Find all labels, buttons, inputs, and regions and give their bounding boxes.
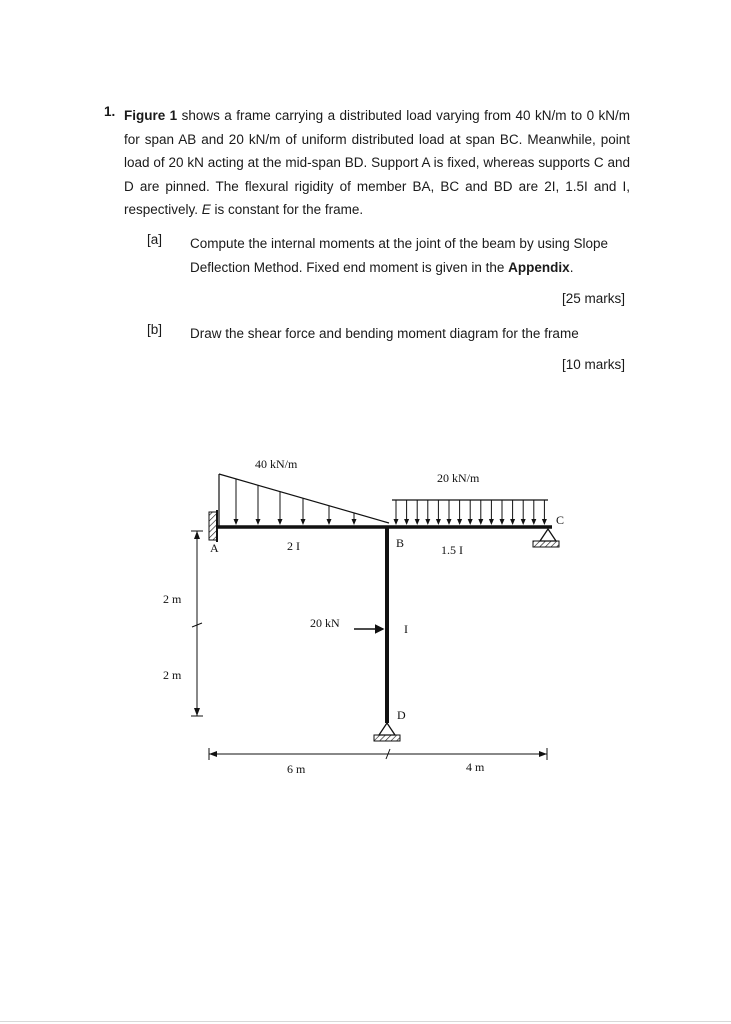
uniform-load-arrow-head (521, 519, 526, 525)
fixed-support-a (209, 510, 217, 542)
dim-ab-label: 6 m (287, 762, 306, 776)
joint-a-label: A (210, 541, 219, 555)
uniform-load-arrow-head (489, 519, 494, 525)
uniform-load-arrow-head (415, 519, 420, 525)
part-a-label: [a] (147, 232, 163, 247)
ei-bd-label: I (404, 622, 408, 636)
dim-bc-label: 4 m (466, 760, 485, 774)
horizontal-dimension (209, 748, 547, 760)
pinned-support-d (374, 723, 400, 741)
triangular-load-arrow-head (234, 519, 239, 525)
load-ab-label: 40 kN/m (255, 457, 298, 471)
uniform-load-arrow-head (425, 519, 430, 525)
page-edge-line (0, 1021, 731, 1022)
part-b-marks: [10 marks] (561, 357, 625, 372)
uniform-load-arrow-head (531, 519, 536, 525)
load-bc-label: 20 kN/m (437, 471, 480, 485)
uniform-load-arrow-head (457, 519, 462, 525)
uniform-load-arrow-head (468, 519, 473, 525)
uniform-load-arrow-head (478, 519, 483, 525)
ei-ab-label: 2 I (287, 539, 300, 553)
triangular-load-arrow-head (301, 519, 306, 525)
triangular-load-arrow-head (256, 519, 261, 525)
question-number: 1. (104, 104, 116, 119)
dim-upper-label: 2 m (163, 592, 182, 606)
uniform-load (392, 500, 548, 525)
part-b-label: [b] (147, 322, 163, 337)
uniform-load-arrow-head (447, 519, 452, 525)
uniform-load-arrow-head (436, 519, 441, 525)
part-b-text: Draw the shear force and bending moment diagram for the frame (190, 326, 579, 341)
figure-reference: Figure 1 (124, 108, 178, 123)
point-load-label: 20 kN (310, 616, 340, 630)
vertical-dimension (191, 531, 203, 716)
joint-d-label: D (397, 708, 406, 722)
question-body-1: shows a frame carrying a distributed load varying from 40 kN/m to 0 kN/m for span AB and 20 kN/m of uniform distributed load at span BC. Meanwhile, point load of 20 kN acting at the mid-span BD. Support A is fixed, whereas supports C and D are pinned. The flexural rigidity of member BA, BC and BD are 2I, 1.5I and I, respectively. (124, 108, 630, 217)
triangular-load-arrow-head (352, 519, 357, 525)
uniform-load-arrow-head (542, 519, 547, 525)
ei-bc-label: 1.5 I (441, 543, 463, 557)
triangular-load (219, 474, 389, 527)
part-a-body: Compute the internal moments at the joint of the beam by using Slope Deflection Method. Fixed end moment is given in the (190, 236, 608, 275)
triangular-load-arrow-head (278, 519, 283, 525)
pinned-support-c (533, 529, 559, 547)
triangular-load-arrow-head (327, 519, 332, 525)
part-a-marks: [25 marks] (561, 291, 625, 306)
joint-c-label: C (556, 513, 565, 527)
dim-lower-label: 2 m (163, 668, 182, 682)
modulus-symbol: E (201, 202, 211, 217)
question-body-2: is constant for the frame. (210, 202, 364, 217)
uniform-load-arrow-head (510, 519, 515, 525)
appendix-reference: Appendix (508, 259, 570, 275)
uniform-load-arrow-head (404, 519, 409, 525)
uniform-load-arrow-head (500, 519, 505, 525)
part-a-end: . (569, 259, 574, 275)
uniform-load-arrow-head (394, 519, 399, 525)
joint-b-label: B (396, 536, 405, 550)
